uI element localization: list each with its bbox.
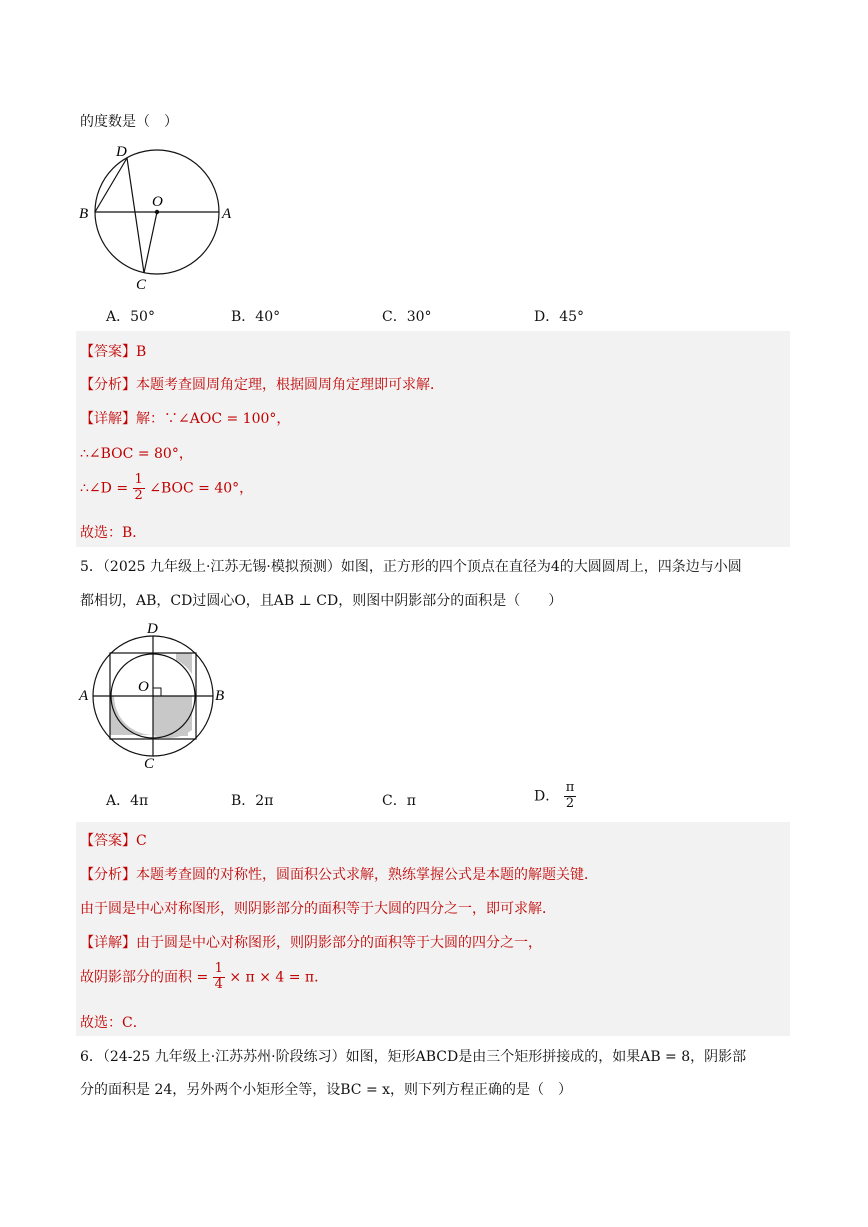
q5-label-c: C [144, 756, 155, 770]
q4-label-a: A [222, 206, 232, 222]
q5-figure [76, 618, 232, 770]
q5-stem-line1: 5．（2025 九年级上·江苏无锡·模拟预测）如图，正方形的四个顶点在直径为4的大圆圆周上，四条边与小圆 [80, 559, 742, 575]
q5-shade-top-right [176, 653, 192, 674]
q4-option-b: B．40° [231, 309, 281, 325]
q4-stem-tail: 的度数是（ ） [80, 114, 178, 130]
q4-option-d: D．45° [534, 309, 585, 325]
q4-label-o: O [152, 194, 163, 210]
q4-label-c: C [136, 277, 147, 292]
q5-option-b: B．2π [231, 793, 274, 809]
q5-detail: 【详解】由于圆是中心对称图形，则阴影部分的面积等于大圆的四分之一， [80, 935, 542, 951]
q4-analysis: 【分析】本题考查圆周角定理，根据圆周角定理即可求解． [80, 377, 444, 393]
q5-label-o: O [138, 679, 149, 695]
q5-area-formula: 故阴影部分的面积 = $\frac{1}{4}$ × π × 4 = π． [80, 961, 329, 992]
q4-chord-db [95, 158, 127, 212]
q5-answer: 【答案】C [80, 833, 147, 849]
q5-analysis: 【分析】本题考查圆的对称性，圆面积公式求解，熟练掌握公式是本题的解题关键． [80, 867, 598, 883]
q4-conclusion: 故选：B． [80, 525, 147, 541]
q4-circle-figure [74, 140, 244, 292]
q6-stem-line2: 分的面积是 24，另外两个小矩形全等，设BC = x，则下列方程正确的是（ ） [80, 1082, 573, 1098]
q5-option-a: A．4π [106, 793, 149, 809]
q4-detail-line3: ∴∠D = $\frac{1}{2}$ ∠BOC = 40°， [80, 472, 254, 503]
q4-radius-oc [144, 212, 157, 273]
q5-label-b: B [215, 688, 225, 704]
q4-answer: 【答案】B [80, 344, 147, 360]
q4-option-c: C．30° [382, 309, 432, 325]
q5-solution-box [76, 822, 790, 1036]
q4-option-a: A．50° [106, 309, 155, 325]
q5-right-angle-mark [153, 688, 161, 696]
q5-option-c: C．π [382, 793, 416, 809]
q4-chord-dc [127, 158, 144, 273]
q4-center-dot [155, 210, 159, 214]
q5-conclusion: 故选：C． [80, 1015, 147, 1031]
q4-detail-line1: 【详解】解：∵∠AOC = 100°， [80, 411, 291, 427]
q5-label-a: A [79, 688, 89, 704]
q4-solution-box [76, 331, 790, 547]
q5-shade-right-quarter [153, 696, 192, 738]
q4-label-b: B [79, 206, 89, 222]
q5-analysis2: 由于圆是中心对称图形，则阴影部分的面积等于大圆的四分之一，即可求解． [80, 901, 556, 917]
q5-label-d: D [147, 621, 158, 637]
q5-option-d: D． $\frac{\pi}{2}$ [534, 780, 575, 811]
q6-stem-line1: 6．（24-25 九年级上·江苏苏州·阶段练习）如图，矩形ABCD是由三个矩形拼接成的，如果AB = 8，阴影部 [80, 1049, 747, 1065]
q4-label-d: D [116, 144, 127, 160]
q5-stem-line2: 都相切，AB，CD过圆心O，且AB ⊥ CD，则图中阴影部分的面积是（ ） [80, 593, 563, 609]
q4-detail-line2: ∴∠BOC = 80°， [80, 446, 193, 462]
